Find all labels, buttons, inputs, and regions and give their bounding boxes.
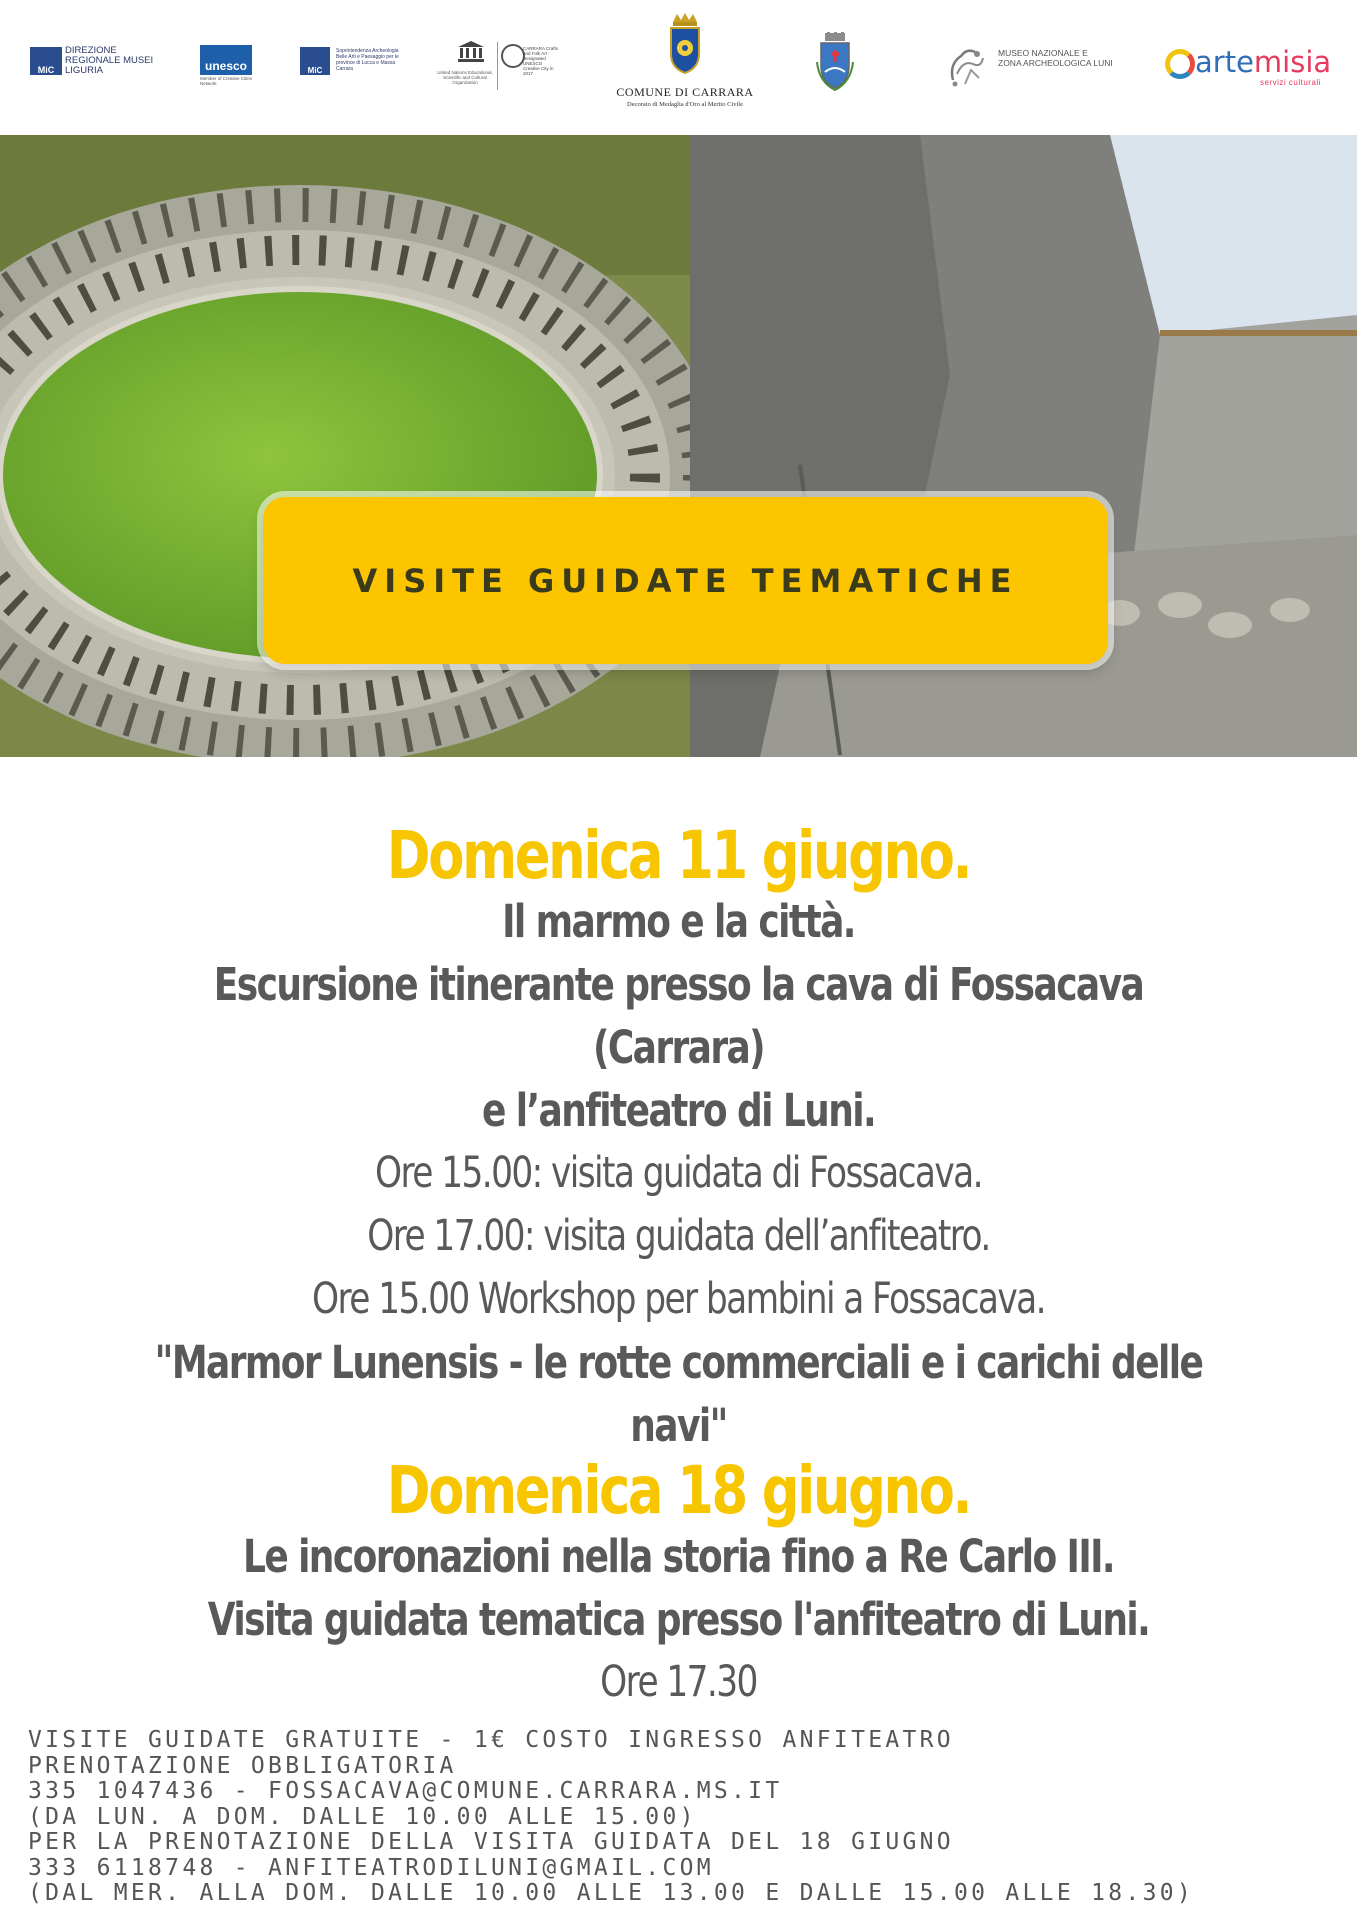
day2-heading: Domenica 18 giugno. [386,1452,971,1529]
municipal-crest-icon [815,32,855,92]
day1-description-line1: Escursione itinerante presso la cava di Fossacava (Carrara) [213,958,1144,1074]
unesco-logo [200,45,260,85]
info-line-fossacava-hours: (DA LUN. A DOM. DALLE 10.00 ALLE 15.00) [28,1803,697,1830]
soprintendenza-text: Soprintendenza Archeologia Belle Arti e Paesaggio per le province di Lucca e Massa Carrara [336,48,399,72]
creative-city-caption: CARRARA Crafts and Folk Art · Designated UNESCO Creative City in 2017 [523,46,559,76]
booking-info [28,1728,1328,1907]
artemisia-ring-icon [1165,49,1195,79]
museo-nazionale-luni-logo [945,44,1115,92]
day2-title: Le incoronazioni nella storia fino a Re Carlo III. [242,1530,1115,1583]
info-line-booking-required: PRENOTAZIONE OBBLIGATORIA [28,1752,457,1779]
banner-title: VISITE GUIDATE TEMATICHE [352,561,1019,600]
artemisia-wordmark-part1: arte [1195,45,1254,79]
day1-time-anfiteatro: Ore 17.00: visita guidata dell’anfiteatro. [367,1211,990,1261]
direzione-regionale-musei-text: DIREZIONE REGIONALE MUSEI LIGURIA [65,45,154,76]
info-line-luni-contact: 333 6118748 - ANFITEATRODILUNI@GMAIL.COM [28,1854,714,1881]
day1-description-line2: e l’anfiteatro di Luni. [481,1084,876,1137]
day1-heading: Domenica 11 giugno. [386,817,971,894]
artemisia-subtitle: servizi culturali [1260,78,1321,87]
day1-time-fossacava: Ore 15.00: visita guidata di Fossacava. [375,1148,982,1198]
carrara-crest-icon [668,12,702,74]
comune-di-carrara-subtitle: Decorato di Medaglia d'Oro al Merito Civile [627,101,743,108]
luni-museum-mark-icon [945,44,991,90]
unesco-wordmark: unesco [200,45,252,75]
comune-di-carrara-logo [595,12,775,112]
direzione-regionale-musei-logo [30,45,160,81]
day1-workshop-title-line1: "Marmor Lunensis - le rotte commerciali e i carichi delle [154,1336,1203,1389]
unesco-creative-city-logo [435,40,560,94]
artemisia-wordmark [1195,45,1331,79]
day2-description: Visita guidata tematica presso l'anfiteatro di Luni. [207,1593,1150,1646]
unesco-org-caption: United Nations Educational, Scientific and Cultural Organization [437,70,493,85]
banner-title-box [263,497,1108,664]
info-line-fossacava-contact: 335 1047436 - FOSSACAVA@COMUNE.CARRARA.MS.IT [28,1778,783,1804]
info-line-price: VISITE GUIDATE GRATUITE - 1€ COSTO INGRESSO ANFITEATRO [28,1727,954,1753]
artemisia-logo [1165,45,1332,87]
info-line-luni-hours: (DAL MER. ALLA DOM. DALLE 10.00 ALLE 13.00 E DALLE 15.00 ALLE 18.30) [28,1880,1195,1906]
day1-workshop-title-line2: navi" [630,1399,727,1452]
photo-banner [0,135,1357,757]
partner-logos-bar [0,0,1357,135]
day1-time-workshop: Ore 15.00 Workshop per bambini a Fossacava. [312,1274,1045,1324]
artemisia-wordmark-part2: misia [1253,45,1332,79]
mic-badge: MiC [30,47,62,75]
event-program [0,817,1357,1714]
day1-title: Il marmo e la città. [502,895,855,948]
mic-badge: MiC [300,47,330,75]
municipal-crest-logo [815,32,855,92]
info-line-june18-booking: PER LA PRENOTAZIONE DELLA VISITA GUIDATA DEL 18 GIUGNO [28,1829,954,1855]
unesco-temple-icon [457,40,485,62]
day2-time: Ore 17.30 [600,1657,757,1707]
creative-city-circle-icon [501,44,525,68]
comune-di-carrara-text: COMUNE DI CARRARA [616,85,754,99]
soprintendenza-logo [300,45,410,81]
museo-nazionale-luni-text: MUSEO NAZIONALE E ZONA ARCHEOLOGICA LUNI [998,48,1113,68]
logo-divider [497,42,498,90]
unesco-caption: Member of Creative Cities Network [200,76,253,86]
